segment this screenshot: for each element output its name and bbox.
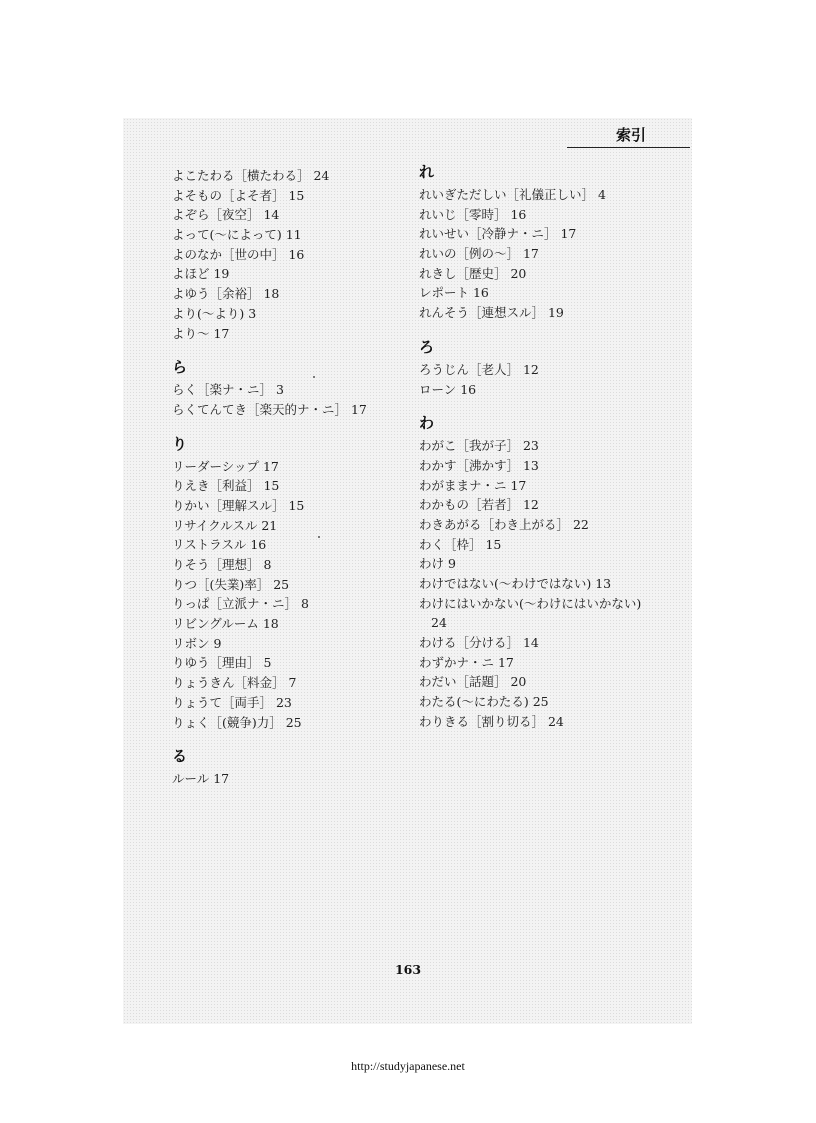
index-entry: わだい［話題］ 20 [419,674,527,690]
index-entry: リボン 9 [172,635,222,651]
index-entry: らくてんてき［楽天的ナ・ニ］ 17 [172,401,367,417]
index-column-left [172,166,397,789]
index-entry: わかもの［若者］ 12 [419,497,539,513]
index-entry: リーダーシップ 17 [172,458,279,474]
index-entry: わずかナ・ニ 17 [419,654,514,670]
index-entry: れきし［歴史］ 20 [419,265,527,281]
index-entry: りえき［利益］ 15 [172,478,280,494]
index-entry: れいの［例の～］ 17 [419,246,539,262]
index-entry: ろうじん［老人］ 12 [419,361,539,377]
index-entry: りっぱ［立派ナ・ニ］ 8 [172,596,309,612]
index-entry: わりきる［割り切る］ 24 [419,713,564,729]
index-entry: らく［楽ナ・ニ］ 3 [172,382,284,398]
index-entry: よこたわる［横たわる］ 24 [172,168,330,183]
index-entry: りそう［理想］ 8 [172,557,272,572]
kana-section-heading: ら [172,358,188,377]
index-entry: わきあがる［わき上がる］ 22 [419,516,589,532]
speck-mark [313,376,315,378]
index-entry: りかい［理解スル］ 15 [172,497,305,513]
index-column-right [419,163,679,732]
index-entry: わけ 9 [419,556,456,572]
index-entry: れいぎただしい［礼儀正しい］ 4 [419,187,606,202]
index-entry: よって(～によって) 11 [172,227,302,243]
index-entry: れんそう［連想スル］ 19 [419,305,564,321]
index-entry: わたる(～にわたる) 25 [419,694,549,710]
kana-section-heading: り [172,434,188,453]
index-entry: れいじ［零時］ 16 [419,206,527,222]
footer-url: http://studyjapanese.net [351,1059,465,1073]
index-entry: リビングルーム 18 [172,616,279,632]
index-entry-continuation: 24 [431,615,447,631]
kana-section-heading: る [172,747,188,766]
index-entry: れいせい［冷静ナ・ニ］ 17 [419,226,577,242]
index-entry: レポート 16 [419,285,489,301]
index-entry: より～ 17 [172,325,230,341]
index-entry: わけにはいかない(～わけにはいかない) [419,595,642,611]
index-entry: より(～より) 3 [172,305,257,321]
index-title: 索引 [615,126,646,144]
index-entry: わかす［沸かす］ 13 [419,457,539,473]
kana-section-heading: れ [419,163,435,181]
index-entry: りょく［(競争)力］ 25 [172,714,302,730]
index-entry: リストラスル 16 [172,537,267,553]
speck-mark [318,536,320,538]
index-entry: りつ［(失業)率］ 25 [172,576,290,592]
index-entry: よゆう［余裕］ 18 [172,286,280,302]
index-entry: ルール 17 [172,771,230,787]
index-entry: わく［枠］ 15 [419,536,502,552]
index-entry: りゆう［理由］ 5 [172,655,272,671]
index-entry: よぞら［夜空］ 14 [172,207,280,223]
index-entry: わける［分ける］ 14 [419,635,539,651]
index-entry: わがこ［我が子］ 23 [419,438,539,454]
page-number: 163 [394,962,422,977]
index-entry: わけではない(～わけではない) 13 [419,576,612,591]
index-entry: リサイクルスル 21 [172,517,278,533]
index-entry: よのなか［世の中］ 16 [172,246,305,262]
index-entry: よほど 19 [172,266,230,282]
index-entry: りょうきん［料金］ 7 [172,675,297,691]
index-entry: ローン 16 [419,381,477,397]
index-header [567,124,690,148]
index-entry: わがままナ・ニ 17 [419,477,527,493]
kana-section-heading: ろ [419,337,435,356]
index-entry: よそもの［よそ者］ 15 [172,187,305,203]
kana-section-heading: わ [419,414,435,433]
index-entry: りょうて［両手］ 23 [172,694,292,710]
